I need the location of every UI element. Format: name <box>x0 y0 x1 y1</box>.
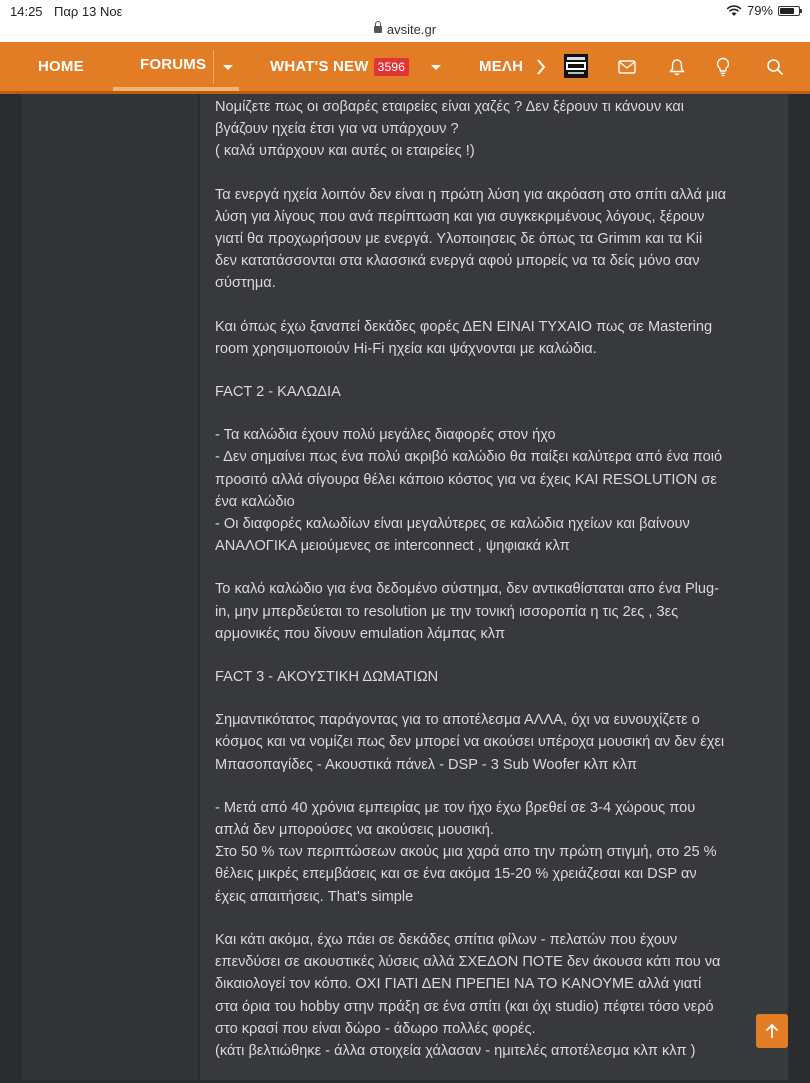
scroll-to-top-button[interactable] <box>756 1014 788 1048</box>
post-text-line: FACT 3 - ΑΚΟΥΣΤΙΚΗ ΔΩΜΑΤΙΩΝ <box>215 669 439 686</box>
battery-icon <box>778 6 800 16</box>
post-text-line: βγάζουν ηχεία έτσι για να υπάρχουν ? <box>215 121 459 138</box>
arrow-up-icon <box>765 1023 779 1039</box>
post-text-line: θέλεις μικρές επεμβάσεις και σε ένα ακόμα 15-20 % χρειάζεσαι και DSP αν <box>215 866 697 883</box>
post-text-line: - Δεν σημαίνει πως ένα πολύ ακριβό καλώδιο θα παίξει καλύτερα από ένα ποιό <box>215 449 723 466</box>
nav-whats-new-label: WHAT'S NEW <box>270 58 369 75</box>
post-text-line: Τα ενεργά ηχεία λοιπόν δεν είναι η πρώτη λύση για ακρόαση στο σπίτι αλλά μια <box>215 186 727 203</box>
post-text-line: προσιτό αλλά σίγουρα θέλει κάποιο κόστος για να έχεις ΚΑΙ RESOLUTION σε <box>215 471 717 488</box>
post-paragraph <box>215 184 779 295</box>
post-text-line: στα όρια του hobby στην πράξη σε ένα σπίτι (και όχι studio) πέφτει τόσο νερό <box>215 998 714 1015</box>
chevron-down-icon[interactable] <box>223 65 233 70</box>
post-text-line: γιατί θα προχωρήσουν με ενεργά. Υλοποιησεις δε όπως τα Grimm και τα Kii <box>215 231 703 248</box>
post-paragraph <box>215 316 779 360</box>
main-nav <box>0 42 810 94</box>
post-text-line: σύστημα. <box>215 275 276 292</box>
post-text-line: ( καλά υπάρχουν και αυτές οι εταιρείες !) <box>215 143 475 160</box>
post-text-line: αρμονικές που δίνουν emulation λάμπας κλπ <box>215 625 506 642</box>
nav-forums[interactable] <box>113 42 239 91</box>
wifi-icon <box>726 5 742 17</box>
post-text-line: - Τα καλώδια έχουν πολύ μεγάλες διαφορές στον ήχο <box>215 427 556 444</box>
post-paragraph <box>215 929 779 1062</box>
post-paragraph <box>215 578 779 645</box>
lightbulb-icon[interactable] <box>710 54 736 80</box>
post-body <box>215 96 779 1083</box>
post-text-line: ΑΝΑΛΟΓΙΚΑ μειούμενες σε interconnect , ψηφιακά κλπ <box>215 538 570 555</box>
post-paragraph <box>215 797 779 908</box>
user-avatar[interactable] <box>564 54 588 78</box>
post-text-line: Στο 50 % των περιπτώσεων ακούς μια χαρά απο την πρώτη στιγμή, στο 25 % <box>215 844 717 861</box>
post-text-line: Μπασοπαγίδες - Ακουστικά πάνελ - DSP - 3 Sub Woofer κλπ κλπ <box>215 756 638 773</box>
post-text-line: στο κρασί που είναι δώρο - άδωρο πολλές φορές. <box>215 1020 536 1037</box>
post-text-line: in, μην μπερδεύεται το resolution με την τονική ισσοροπία η τις 2ες , 3ες <box>215 603 679 620</box>
post-text-line: Νομίζετε πως οι σοβαρές εταιρείες είναι χαζές ? Δεν ξέρουν τι κάνουν και <box>215 99 685 115</box>
post-text-line: Σημαντικότατος παράγοντας για το αποτέλεσμα ΑΛΛΑ, όχι να ευνουχίζετε ο <box>215 712 700 729</box>
battery-percent: 79% <box>746 3 773 18</box>
post-text-line: απλά δεν μπορούσες να ακούσεις μουσική. <box>215 822 494 839</box>
post-text-line: room χρησιμοποιούν Hi-Fi ηχεία και ψάχνονται με καλώδια. <box>215 340 597 357</box>
status-time: 14:25 <box>10 4 43 19</box>
nav-divider <box>213 50 214 84</box>
bell-icon[interactable] <box>664 54 690 80</box>
post-paragraph <box>215 709 779 776</box>
chevron-down-icon[interactable] <box>431 65 441 70</box>
post-text-line: δικαιολογεί τον κόπο. ΟΧΙ ΓΙΑΤΙ ΔΕΝ ΠΡΕΠΕΙ ΝΑ ΤΟ ΚΑΝΟΥΜΕ αλλά γιατί <box>215 976 702 993</box>
nav-forums-label: FORUMS <box>140 56 207 73</box>
post-text-line: ένα καλώδιο <box>215 493 295 510</box>
post-text-line: Και όπως έχω ξαναπεί δεκάδες φορές ΔΕΝ ΕΙΝΑΙ ΤΥΧΑΙΟ πως σε Mastering <box>215 318 713 335</box>
post-text-line: Και κάτι ακόμα, έχω πάει σε δεκάδες σπίτια φίλων - πελατών που έχουν <box>215 931 678 948</box>
post-text-line: δεν κατατάσσονται στα κλασσικά ενεργά αφού μπορείς να τα δείς μόνο σαν <box>215 253 700 270</box>
nav-whats-new[interactable] <box>270 42 409 91</box>
envelope-icon[interactable] <box>614 54 640 80</box>
nav-members[interactable]: ΜΕΛΗ <box>479 58 524 75</box>
address-bar[interactable] <box>0 22 810 37</box>
status-date: Παρ 13 Νοε <box>54 4 123 19</box>
lock-icon <box>374 26 382 33</box>
status-bar <box>0 0 810 42</box>
nav-home[interactable]: HOME <box>38 58 84 75</box>
post-text-line: - Οι διαφορές καλωδίων είναι μεγαλύτερες σε καλώδια ηχείων και βαίνουν <box>215 516 690 533</box>
post-paragraph <box>215 381 779 403</box>
post-text-line: λύση για λίγους που ανά περίπτωση και για συγκεκριμένους λόγους, ξέρουν <box>215 208 705 225</box>
post-paragraph <box>215 666 779 688</box>
post-text-line: έχεις απαιτήσεις. That's simple <box>215 888 414 905</box>
post-author-sidebar <box>22 94 198 1080</box>
address-domain: avsite.gr <box>386 22 437 37</box>
post-text-line: (κάτι βελτιώθηκε - άλλα στοιχεία χάλασαν - ημιτελές αποτέλεσμα κλπ κλπ ) <box>215 1042 696 1059</box>
post-text-line: επενδύσει σε ακουστικές λύσεις αλλά ΣΧΕΔΟΝ ΠΟΤΕ δεν άκουσα κάτι που να <box>215 954 721 971</box>
post-paragraph <box>215 424 779 557</box>
post-text-line: FACT 2 - ΚΑΛΩΔΙΑ <box>215 384 341 401</box>
post-text-line: - Μετά από 40 χρόνια εμπειρίας με τον ήχο έχω βρεθεί σε 3-4 χώρους που <box>215 799 696 816</box>
new-posts-badge: 3596 <box>374 58 410 76</box>
status-right <box>726 3 800 18</box>
post-text-line: κόσμος και να νομίζει πως δεν μπορεί να ακούσει υπέροχα μουσική αν δεν έχει <box>215 734 725 751</box>
search-icon[interactable] <box>762 54 788 80</box>
post-text-line: Το καλό καλώδιο για ένα δεδομένο σύστημα, δεν αντικαθίσταται απο ένα Plug- <box>215 581 720 598</box>
chevron-right-icon[interactable] <box>528 42 554 91</box>
post-paragraph <box>215 96 779 163</box>
